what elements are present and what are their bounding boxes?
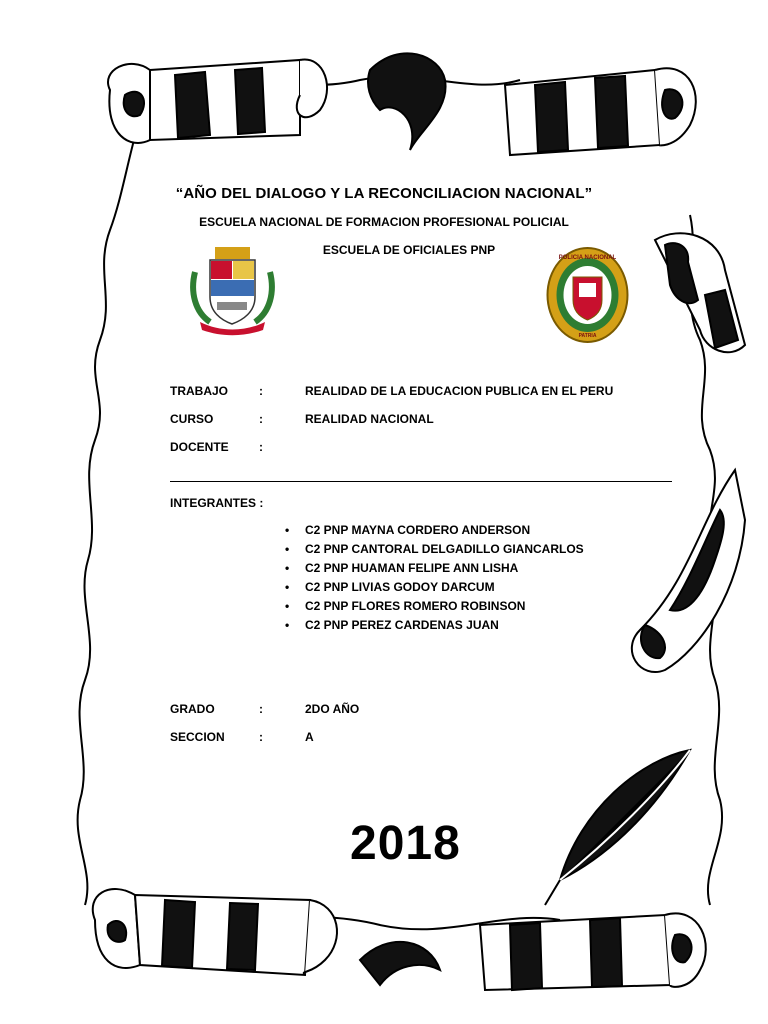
- trabajo-value: REALIDAD DE LA EDUCACION PUBLICA EN EL PERU: [305, 384, 614, 398]
- scroll-top-center: [368, 53, 446, 150]
- curso-colon: :: [259, 412, 263, 426]
- member-name: C2 PNP FLORES ROMERO ROBINSON: [305, 599, 526, 613]
- grado-value: 2DO AÑO: [305, 702, 360, 716]
- scroll-right-lower: [632, 470, 745, 672]
- separator-line: [170, 481, 672, 482]
- docente-label: DOCENTE: [170, 440, 229, 454]
- members-list: [285, 521, 584, 635]
- year-text: 2018: [350, 817, 461, 870]
- bullet-icon: •: [285, 618, 290, 632]
- scroll-top-right: [505, 68, 696, 155]
- curso-value: REALIDAD NACIONAL: [305, 412, 434, 426]
- motto-heading: “AÑO DEL DIALOGO Y LA RECONCILIACION NACIONAL”: [175, 185, 593, 202]
- school-name: ESCUELA NACIONAL DE FORMACION PROFESIONAL POLICIAL: [199, 215, 569, 229]
- list-item: [285, 616, 584, 635]
- grado-label: GRADO: [170, 702, 215, 716]
- seccion-label: SECCION: [170, 730, 225, 744]
- seccion-colon: :: [259, 730, 263, 744]
- member-name: C2 PNP CANTORAL DELGADILLO GIANCARLOS: [305, 542, 584, 556]
- police-badge-icon: [545, 245, 630, 345]
- bullet-icon: •: [285, 542, 290, 556]
- grado-colon: :: [259, 702, 263, 716]
- list-item: [285, 521, 584, 540]
- bullet-icon: •: [285, 523, 290, 537]
- list-item: [285, 540, 584, 559]
- badge-bottom-text: PATRIA: [578, 333, 597, 339]
- docente-colon: :: [259, 440, 263, 454]
- integrantes-label: INTEGRANTES :: [170, 496, 264, 510]
- list-item: [285, 578, 584, 597]
- seccion-value: A: [305, 730, 314, 744]
- bullet-icon: •: [285, 580, 290, 594]
- member-name: C2 PNP MAYNA CORDERO ANDERSON: [305, 523, 531, 537]
- bullet-icon: •: [285, 561, 290, 575]
- member-name: C2 PNP PEREZ CARDENAS JUAN: [305, 618, 499, 632]
- trabajo-colon: :: [259, 384, 263, 398]
- member-name: C2 PNP LIVIAS GODOY DARCUM: [305, 580, 495, 594]
- badge-top-text: POLICIA NACIONAL: [558, 255, 617, 261]
- curso-label: CURSO: [170, 412, 214, 426]
- coat-of-arms-icon: [185, 242, 280, 337]
- quill-icon: [545, 750, 690, 905]
- bullet-icon: •: [285, 599, 290, 613]
- member-name: C2 PNP HUAMAN FELIPE ANN LISHA: [305, 561, 519, 575]
- list-item: [285, 559, 584, 578]
- scroll-bottom-right: [480, 913, 706, 990]
- trabajo-label: TRABAJO: [170, 384, 229, 398]
- scroll-bottom-left: [93, 889, 440, 985]
- list-item: [285, 597, 584, 616]
- subschool-name: ESCUELA DE OFICIALES PNP: [322, 243, 496, 257]
- scroll-top-left: [108, 60, 327, 143]
